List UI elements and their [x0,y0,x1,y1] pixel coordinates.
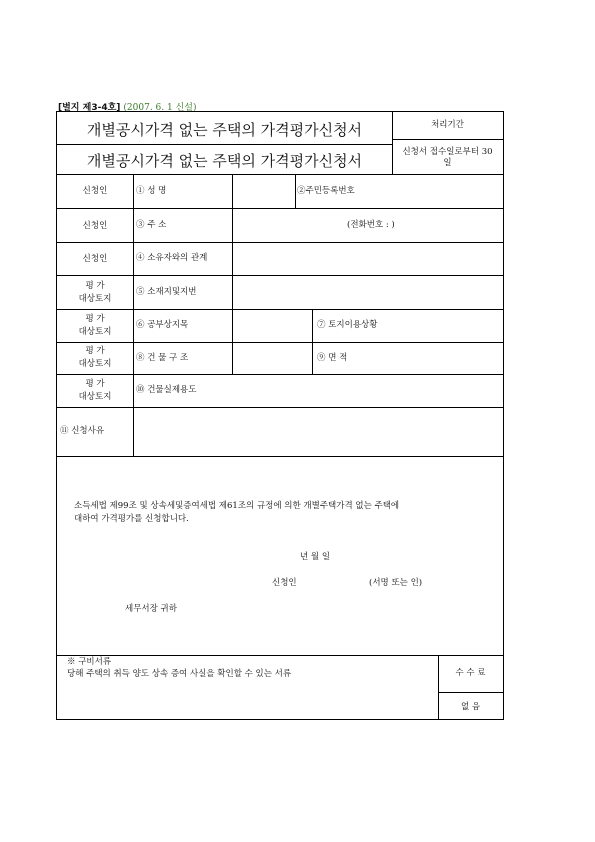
building-structure-label: ⑧ 건 물 구 조 [136,353,189,363]
location-label: ⑤ 소재지및지번 [136,287,197,297]
location-field[interactable] [234,277,501,307]
processing-period-value-cont: 일 [443,158,452,168]
land-use-field[interactable] [392,311,501,340]
statement-text: 소득세법 제99조 및 상속세및증여세법 제61조의 규정에 의한 개별주택가격 없는 주택에 [74,501,400,511]
target-land-label: 평 가 대상토지 [78,346,112,369]
resident-number-field[interactable] [377,176,501,206]
resident-number-label: ②주민등록번호 [297,186,355,196]
form-number: [별지 제3-4호] [58,103,121,113]
form-title: 개별공시가격 없는 주택의 가격평가신청서 [86,121,363,139]
target-land-label: 평 가 대상토지 [78,379,112,402]
application-form [56,111,504,720]
signature-note: (서명 또는 인) [369,578,423,588]
applicant-label: 신청인 [82,254,108,264]
applicant-label: 신청인 [82,186,108,196]
processing-period-label: 처리기간 [431,120,464,130]
name-label: ① 성 명 [136,186,167,196]
target-land-label: 평 가 대상토지 [78,281,112,304]
address-label: ③ 주 소 [136,220,167,230]
area-field[interactable] [392,344,501,372]
fee-value: 없 음 [460,702,481,712]
building-structure-field[interactable] [234,344,310,372]
relation-label: ④ 소유자와의 관계 [136,253,208,263]
required-docs-text: 당해 주택의 취득 양도 상속 증여 사실을 확인할 수 있는 서류 [67,669,292,679]
form-title: 개별공시가격 없는 주택의 가격평가신청서 [86,152,363,170]
addressee: 세무서장 귀하 [125,604,177,614]
building-use-label: ⑩ 건물실제용도 [136,385,197,395]
applicant-label: 신청인 [82,221,108,231]
building-use-field[interactable] [234,376,501,405]
phone-label: (전화번호 : ) [347,220,395,230]
required-docs-header: ※ 구비서류 [67,657,112,667]
fee-label: 수 수 료 [455,668,486,678]
applicant-signature-label: 신청인 [272,578,297,588]
statement-text-cont: 대하여 가격평가를 신청합니다. [74,514,189,524]
area-label: ⑨ 면 적 [317,353,348,363]
target-land-label: 평 가 대상토지 [78,314,112,337]
land-category-label: ⑥ 공부상지목 [136,320,189,330]
name-field[interactable] [234,176,293,206]
reason-field[interactable] [135,409,501,454]
land-use-label: ⑦ 토지이용상황 [317,320,378,330]
reason-label: ⑪ 신청사유 [60,426,105,436]
date-line: 년 월 일 [300,552,331,562]
form-date: (2007. 6. 1 신설) [123,103,197,113]
land-category-field[interactable] [234,311,310,340]
processing-period-value: 신청서 접수일로부터 30 [402,147,493,157]
relation-field[interactable] [234,244,501,273]
